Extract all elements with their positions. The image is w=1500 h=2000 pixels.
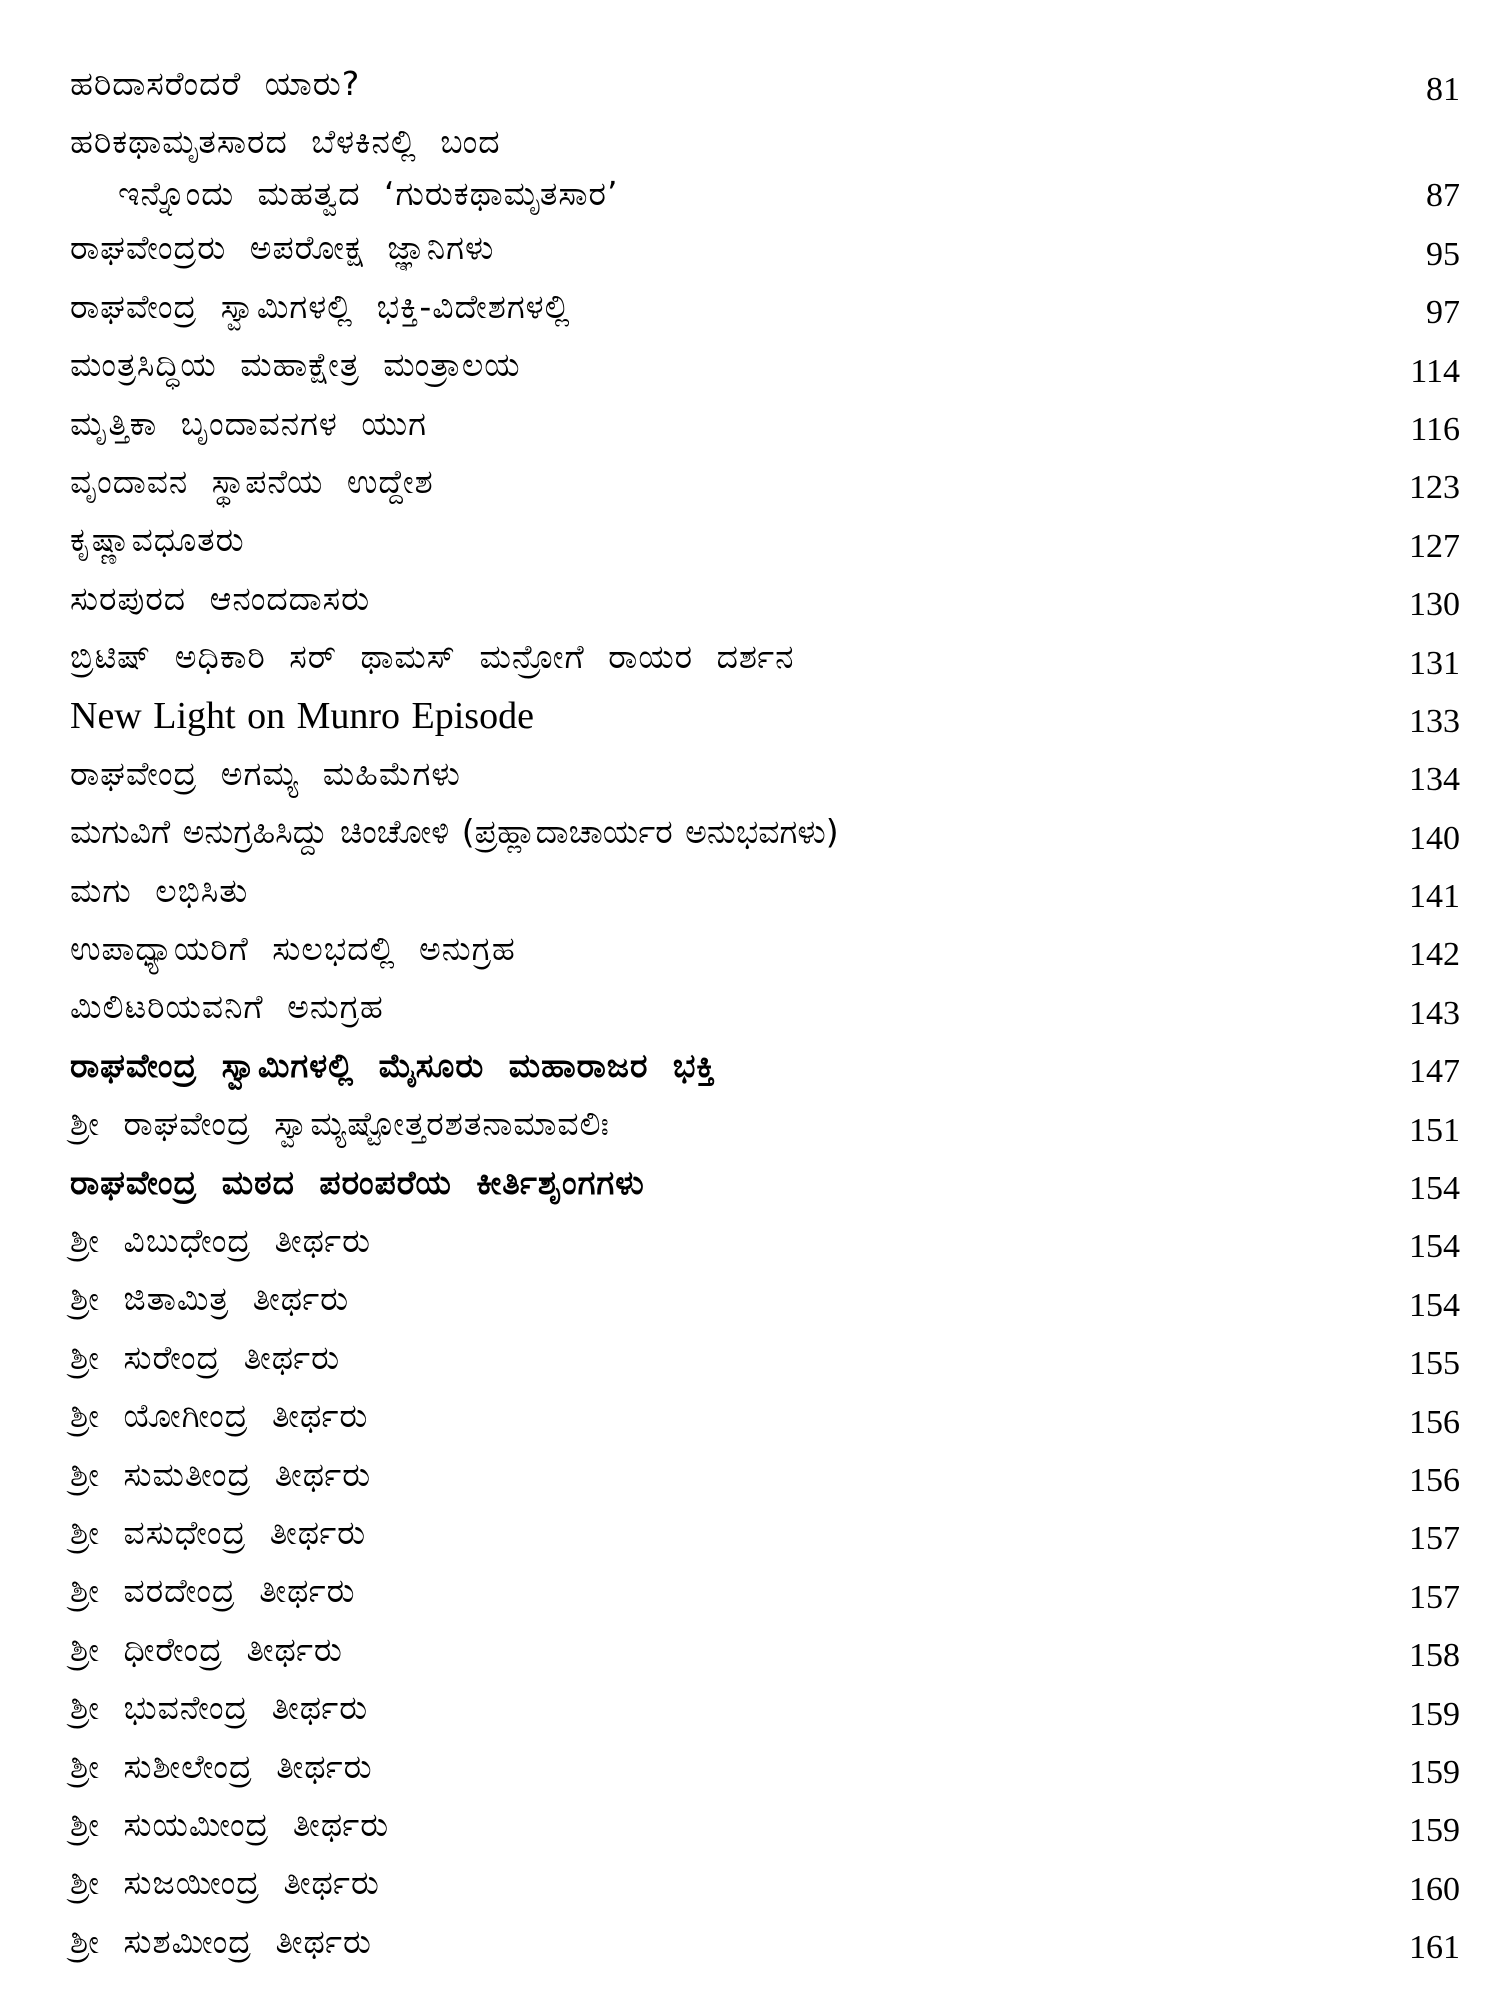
toc-entry <box>70 58 1460 116</box>
toc-entry-page: 116 <box>1410 410 1460 448</box>
toc-entry <box>70 1332 1460 1390</box>
toc-entry-title: ಮೃತ್ತಿಕಾ ಬೃಂದಾವನಗಳ ಯುಗ <box>70 403 428 443</box>
toc-entry-title: ಶ್ರೀ ಸುರೇಂದ್ರ ತೀರ್ಥರು <box>70 1337 341 1377</box>
toc-entry <box>70 514 1460 572</box>
toc-entry <box>70 1682 1460 1740</box>
toc-entry <box>70 573 1460 631</box>
toc-entry-page: 131 <box>1409 644 1460 682</box>
toc-entry-title: ರಾಘವೇಂದ್ರ ಸ್ವಾಮಿಗಳಲ್ಲಿ ಮೈಸೂರು ಮಹಾರಾಜರ ಭಕ್ತಿ <box>70 1045 716 1085</box>
toc-entry-title: ಉಪಾಧ್ಯಾಯರಿಗೆ ಸುಲಭದಲ್ಲಿ ಅನುಗ್ರಹ <box>70 929 516 969</box>
toc-entry-title: ರಾಘವೇಂದ್ರ ಮಠದ ಪರಂಪರೆಯ ಕೀರ್ತಿಶೃಂಗಗಳು <box>70 1162 645 1202</box>
toc-entry-page: 142 <box>1409 936 1460 974</box>
toc-entry <box>70 1857 1460 1915</box>
toc-entry-title: ವೃಂದಾವನ ಸ್ಥಾಪನೆಯ ಉದ್ದೇಶ <box>70 461 434 501</box>
toc-entry-page: 127 <box>1409 527 1460 565</box>
toc-entry-page: 123 <box>1409 469 1460 507</box>
toc-entry-page: 133 <box>1409 702 1460 740</box>
toc-entry-title: ಮಂತ್ರಸಿದ್ಧಿಯ ಮಹಾಕ್ಷೇತ್ರ ಮಂತ್ರಾಲಯ <box>70 345 521 385</box>
toc-entry <box>70 1741 1460 1799</box>
toc-entry-title: ಮಿಲಿಟರಿಯವನಿಗೆ ಅನುಗ್ರಹ <box>70 987 384 1027</box>
toc-entry <box>70 1215 1460 1273</box>
toc-entry <box>70 116 1460 222</box>
toc-entry <box>70 1916 1460 1974</box>
toc-entry-page: 161 <box>1409 1929 1460 1967</box>
table-of-contents <box>70 58 1460 1974</box>
toc-entry <box>70 1157 1460 1215</box>
toc-entry <box>70 1507 1460 1565</box>
toc-entry-title-line2: ಇನ್ನೊಂದು ಮಹತ್ವದ ‘ಗುರುಕಥಾಮೃತಸಾರ’ <box>118 174 619 214</box>
toc-entry-page: 155 <box>1409 1345 1460 1383</box>
toc-entry-page: 134 <box>1409 761 1460 799</box>
toc-entry-title: ಶ್ರೀ ಸುಜಯೀಂದ್ರ ತೀರ್ಥರು <box>70 1863 380 1903</box>
toc-entry-page: 157 <box>1409 1520 1460 1558</box>
toc-entry <box>70 1273 1460 1331</box>
toc-entry-title: ಶ್ರೀ ಜಿತಾಮಿತ್ರ ತೀರ್ಥರು <box>70 1279 350 1319</box>
toc-entry-title: ರಾಘವೇಂದ್ರರು ಅಪರೋಕ್ಷ ಜ್ಞಾನಿಗಳು <box>70 228 495 268</box>
toc-entry-page: 156 <box>1409 1403 1460 1441</box>
toc-entry-title: ಶ್ರೀ ಸುಯಮೀಂದ್ರ ತೀರ್ಥರು <box>70 1804 390 1844</box>
toc-entry-page: 154 <box>1409 1286 1460 1324</box>
toc-entry-page: 158 <box>1409 1637 1460 1675</box>
toc-entry-title: ಬ್ರಿಟಿಷ್ ಅಧಿಕಾರಿ ಸರ್ ಥಾಮಸ್ ಮನ್ರೋಗೆ ರಾಯರ ದರ್ಶನ <box>70 637 795 677</box>
toc-entry <box>70 222 1460 280</box>
toc-entry-page: 143 <box>1409 994 1460 1032</box>
toc-entry-page: 95 <box>1426 235 1460 273</box>
toc-entry-title: ಶ್ರೀ ಸುಮತೀಂದ್ರ ತೀರ್ಥರು <box>70 1454 372 1494</box>
toc-entry-title: ಶ್ರೀ ರಾಘವೇಂದ್ರ ಸ್ವಾಮ್ಯಷ್ಟೋತ್ತರಶತನಾಮಾವಲಿಃ <box>70 1104 610 1144</box>
toc-entry-title: ಶ್ರೀ ವಸುಧೇಂದ್ರ ತೀರ್ಥರು <box>70 1512 367 1552</box>
toc-entry <box>70 631 1460 689</box>
toc-entry-title <box>70 120 618 216</box>
toc-entry-title-line1: ಹರಿಕಥಾಮೃತಸಾರದ ಬೆಳಕಿನಲ್ಲಿ ಬಂದ <box>70 122 501 162</box>
toc-entry-page: 159 <box>1409 1695 1460 1733</box>
toc-entry-title: ಶ್ರೀ ಯೋಗೀಂದ್ರ ತೀರ್ಥರು <box>70 1396 369 1436</box>
toc-entry-title: ಸುರಪುರದ ಆನಂದದಾಸರು <box>70 578 371 618</box>
toc-entry-title: ಮಗುವಿಗೆ ಅನುಗ್ರಹಿಸಿದ್ದು ಚಿಂಚೋಳಿ (ಪ್ರಹ್ಲಾದಾಚಾರ್ಯರ ಅನುಭವಗಳು) <box>70 812 839 852</box>
toc-entry-title: ಶ್ರೀ ಭುವನೇಂದ್ರ ತೀರ್ಥರು <box>70 1688 369 1728</box>
toc-entry-title: ರಾಘವೇಂದ್ರ ಅಗಮ್ಯ ಮಹಿಮೆಗಳು <box>70 753 461 793</box>
toc-entry-title: ಶ್ರೀ ವಿಬುಧೇಂದ್ರ ತೀರ್ಥರು <box>70 1221 372 1261</box>
toc-entry <box>70 923 1460 981</box>
toc-entry <box>70 1449 1460 1507</box>
toc-entry-page: 130 <box>1409 586 1460 624</box>
toc-entry <box>70 1624 1460 1682</box>
toc-entry-page: 87 <box>1426 177 1460 215</box>
toc-entry-title: ಕೃಷ್ಣಾವಧೂತರು <box>70 520 245 560</box>
toc-entry-page: 114 <box>1410 352 1460 390</box>
toc-entry-title: ಶ್ರೀ ಸುಶಮೀಂದ್ರ ತೀರ್ಥರು <box>70 1921 372 1961</box>
toc-entry-page: 154 <box>1409 1170 1460 1208</box>
toc-entry <box>70 1390 1460 1448</box>
toc-entry-title: ಹರಿದಾಸರೆಂದರೆ ಯಾರು? <box>70 64 361 103</box>
toc-entry <box>70 690 1460 748</box>
toc-entry-page: 154 <box>1409 1228 1460 1266</box>
toc-entry-title: ಶ್ರೀ ಧೀರೇಂದ್ರ ತೀರ್ಥರು <box>70 1629 343 1669</box>
toc-entry-page: 81 <box>1426 71 1460 109</box>
toc-entry-page: 147 <box>1409 1053 1460 1091</box>
toc-entry-page: 160 <box>1409 1870 1460 1908</box>
toc-entry <box>70 339 1460 397</box>
toc-entry-title: New Light on Munro Episode <box>70 694 534 737</box>
toc-entry <box>70 398 1460 456</box>
toc-entry-page: 157 <box>1409 1578 1460 1616</box>
toc-entry <box>70 1799 1460 1857</box>
toc-entry <box>70 1040 1460 1098</box>
toc-entry-page: 141 <box>1409 878 1460 916</box>
toc-entry <box>70 1098 1460 1156</box>
toc-entry-page: 159 <box>1409 1753 1460 1791</box>
toc-entry-title: ರಾಘವೇಂದ್ರ ಸ್ವಾಮಿಗಳಲ್ಲಿ ಭಕ್ತಿ-ವಿದೇಶಗಳಲ್ಲಿ <box>70 286 571 326</box>
toc-entry <box>70 281 1460 339</box>
toc-entry <box>70 865 1460 923</box>
toc-entry <box>70 1565 1460 1623</box>
toc-entry-page: 159 <box>1409 1812 1460 1850</box>
toc-entry-title: ಶ್ರೀ ವರದೇಂದ್ರ ತೀರ್ಥರು <box>70 1571 356 1611</box>
toc-entry-page: 151 <box>1409 1111 1460 1149</box>
toc-entry-page: 156 <box>1409 1461 1460 1499</box>
toc-entry-page: 140 <box>1409 819 1460 857</box>
toc-entry <box>70 981 1460 1039</box>
toc-entry <box>70 456 1460 514</box>
toc-entry-title: ಮಗು ಲಭಿಸಿತು <box>70 870 249 910</box>
toc-entry <box>70 806 1460 864</box>
toc-entry <box>70 748 1460 806</box>
toc-entry-page: 97 <box>1426 294 1460 332</box>
toc-entry-title: ಶ್ರೀ ಸುಶೀಲೇಂದ್ರ ತೀರ್ಥರು <box>70 1746 373 1786</box>
